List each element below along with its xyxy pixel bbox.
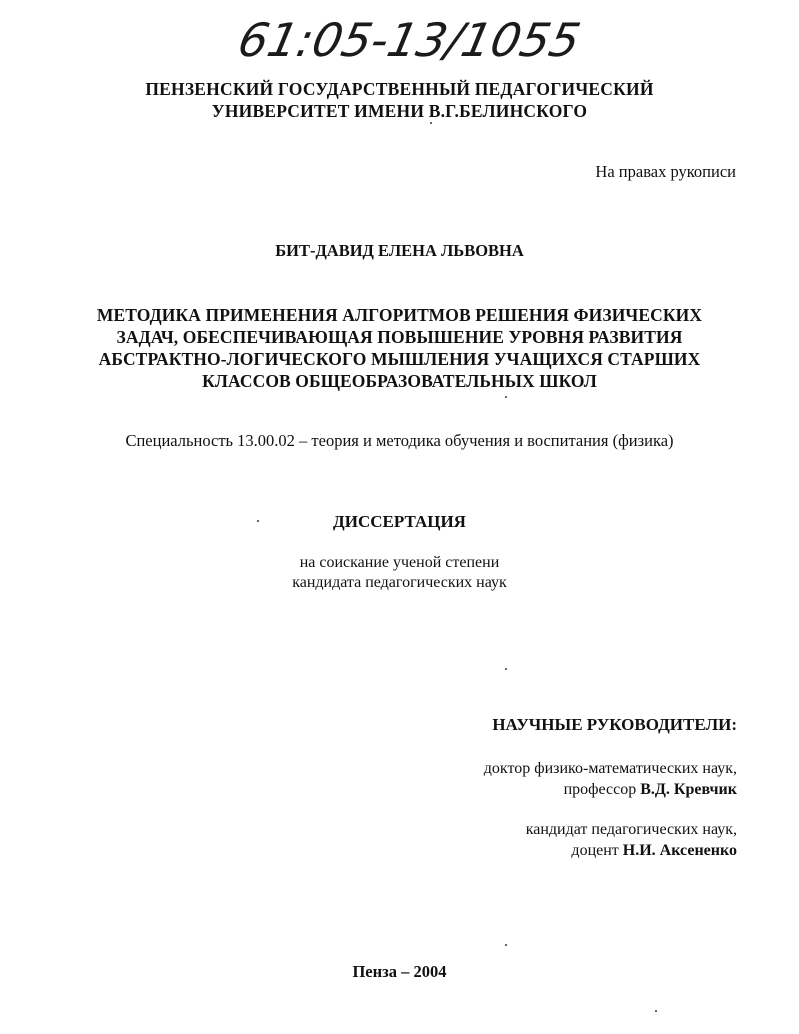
title-line-3: АБСТРАКТНО-ЛОГИЧЕСКОГО МЫШЛЕНИЯ УЧАЩИХСЯ СТАРШИХ — [98, 349, 701, 369]
degree-line-2: кандидата педагогических наук — [292, 574, 507, 591]
title-line-2: ЗАДАЧ, ОБЕСПЕЧИВАЮЩАЯ ПОВЫШЕНИЕ УРОВНЯ РАЗВИТИЯ — [116, 327, 683, 347]
city-and-year: Пенза – 2004 — [352, 962, 447, 981]
supervisor-1-position: профессор — [563, 781, 637, 798]
degree-line-1: на соискание ученой степени — [299, 554, 500, 571]
scan-speck — [505, 944, 507, 946]
university-line-2: УНИВЕРСИТЕТ ИМЕНИ В.Г.БЕЛИНСКОГО — [211, 101, 588, 121]
university-line-1: ПЕНЗЕНСКИЙ ГОСУДАРСТВЕННЫЙ ПЕДАГОГИЧЕСКИЙ — [145, 79, 654, 99]
supervisor-1-degree: доктор физико-математических наук, — [483, 760, 737, 777]
title-line-4: КЛАССОВ ОБЩЕОБРАЗОВАТЕЛЬНЫХ ШКОЛ — [202, 371, 597, 391]
supervisor-2 — [526, 819, 737, 861]
scan-speck — [430, 122, 432, 124]
supervisors-heading: НАУЧНЫЕ РУКОВОДИТЕЛИ: — [492, 715, 737, 734]
document-type: ДИССЕРТАЦИЯ — [333, 512, 466, 531]
supervisor-2-degree: кандидат педагогических наук, — [525, 821, 737, 838]
dissertation-title — [0, 304, 799, 392]
manuscript-note: На правах рукописи — [595, 162, 736, 181]
supervisor-1-name: В.Д. Кревчик — [640, 781, 737, 798]
supervisor-1 — [484, 758, 737, 800]
supervisor-2-title-line — [526, 840, 737, 861]
specialty: Специальность 13.00.02 – теория и методика обучения и воспитания (физика) — [125, 431, 674, 450]
scan-speck — [505, 668, 507, 670]
svg-text:61:05-13/1055: 61:05-13/1055 — [233, 13, 585, 67]
supervisor-2-position: доцент — [571, 842, 619, 859]
scan-speck — [257, 520, 259, 522]
scan-speck — [505, 396, 507, 398]
supervisor-1-title-line — [484, 779, 737, 800]
title-line-1: МЕТОДИКА ПРИМЕНЕНИЯ АЛГОРИТМОВ РЕШЕНИЯ ФИЗИЧЕСКИХ — [96, 305, 703, 325]
degree-sought — [0, 553, 799, 593]
author-name: БИТ-ДАВИД ЕЛЕНА ЛЬВОВНА — [275, 241, 524, 260]
scan-speck — [655, 1010, 657, 1012]
handwritten-archive-number — [232, 8, 585, 72]
supervisor-2-name: Н.И. Аксененко — [622, 842, 737, 859]
university-name — [0, 78, 799, 122]
